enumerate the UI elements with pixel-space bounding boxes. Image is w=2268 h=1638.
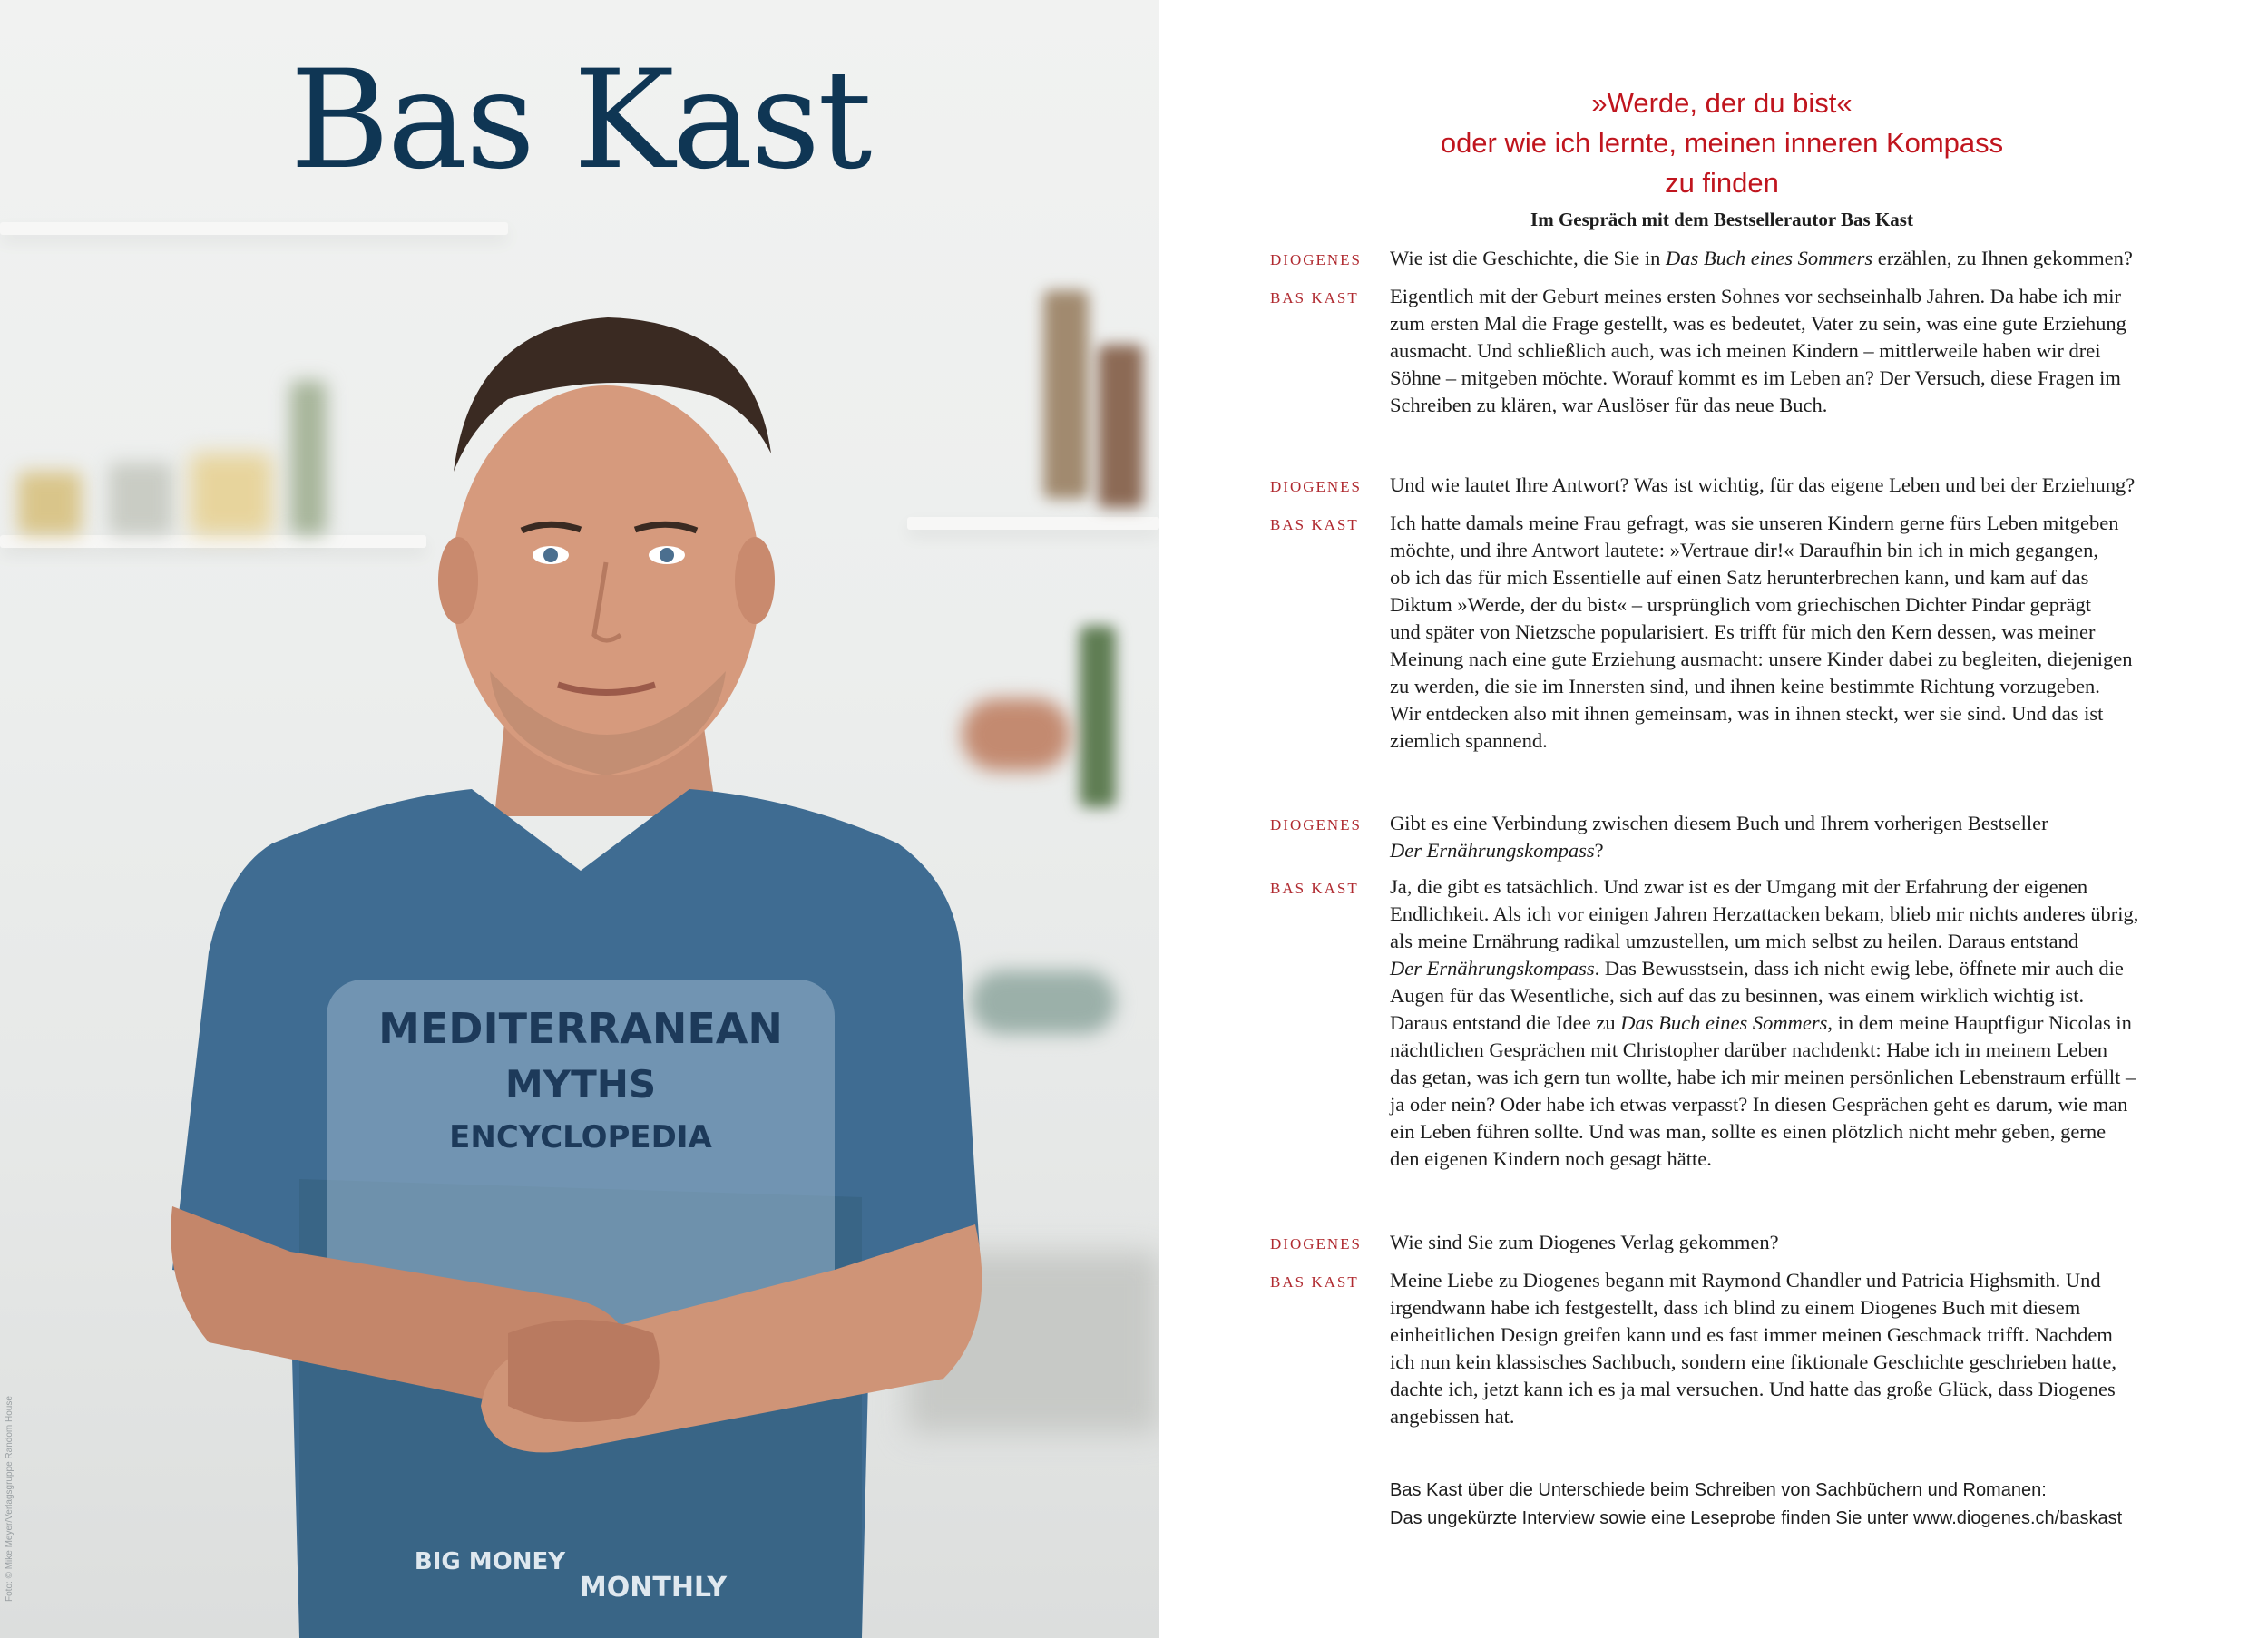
qa-block	[1270, 245, 2177, 419]
text-line	[1390, 1267, 2177, 1294]
answer	[1270, 510, 2177, 755]
text-run: einheitlichen Design greifen kann und es fast immer meinen Geschmack trifft. Nachdem	[1390, 1323, 2113, 1346]
iris	[543, 548, 558, 562]
text-run: ja oder nein? Oder habe ich etwas verpasst? In diesen Gesprächen geht es darum, wie man	[1390, 1093, 2128, 1116]
answer-text	[1390, 1267, 2177, 1430]
text-line	[1390, 564, 2177, 591]
speaker-label: BAS KAST	[1270, 516, 1359, 533]
speaker-label: BAS KAST	[1270, 289, 1359, 307]
speaker-label: BAS KAST	[1270, 1273, 1359, 1291]
question	[1270, 245, 2177, 274]
text-line	[1390, 700, 2177, 727]
heading-quote: »Werde, der du bist«	[1591, 87, 1853, 119]
text-run: nächtlichen Gesprächen mit Christopher darüber nachdenkt: Habe ich in meinem Leben	[1390, 1038, 2107, 1061]
heading-title: oder wie ich lernte, meinen inneren Kompass zu finden	[1440, 127, 2004, 199]
text-line	[1390, 1376, 2177, 1403]
text-run: ich nun kein klassisches Sachbuch, sondern eine fiktionale Geschichte geschrieben hatte,	[1390, 1350, 2116, 1373]
text-run: zum ersten Mal die Frage gestellt, was es bedeutet, Vater zu sein, was eine gute Erziehung	[1390, 312, 2126, 335]
text-line	[1390, 1009, 2177, 1037]
text-run: Ich hatte damals meine Frau gefragt, was sie unseren Kindern gerne fürs Leben mitgeben	[1390, 512, 2119, 534]
ear	[438, 537, 478, 624]
face	[452, 385, 760, 775]
question	[1270, 472, 2177, 501]
text-run: Meinung nach eine gute Erziehung ausmacht: unsere Kinder dabei zu begleiten, diejenigen	[1390, 648, 2133, 670]
text-line	[1390, 392, 2177, 419]
text-line	[1390, 901, 2177, 928]
text-run: möchte, und ihre Antwort lautete: »Vertraue dir!« Daraufhin bin ich in mich gegangen,	[1390, 539, 2099, 561]
text-line	[1390, 283, 2177, 310]
qa-block	[1270, 472, 2177, 755]
text-line	[1390, 537, 2177, 564]
text-run: angebissen hat.	[1390, 1405, 1515, 1428]
text-run: zu werden, die sie im Innersten sind, und ihnen keine bestimmte Richtung vorzugeben.	[1390, 675, 2100, 697]
text-run: irgendwann habe ich festgestellt, dass ich blind zu einem Diogenes Buch mit diesem	[1390, 1296, 2081, 1319]
closing-note	[1390, 1477, 2206, 1533]
speaker-label: DIOGENES	[1270, 816, 1362, 834]
text-line	[1390, 1064, 2177, 1091]
text-line	[1390, 510, 2177, 537]
question-text	[1390, 810, 2177, 864]
text-line	[1390, 646, 2177, 673]
qa-block	[1270, 810, 2177, 1173]
text-line	[1390, 955, 2177, 982]
shirt-text: BIG MONEY	[414, 1548, 566, 1575]
text-run: erzählen, zu Ihnen gekommen?	[1872, 247, 2133, 269]
author-name-title: Bas Kast	[289, 42, 870, 200]
text-run: dachte ich, jetzt kann ich es ja mal versuchen. Und hatte das große Glück, dass Diogenes	[1390, 1378, 2116, 1400]
text-run: das getan, was ich gern tun wollte, habe ich mir meinen persönlichen Lebenstraum erfüllt –	[1390, 1066, 2136, 1088]
text-line	[1390, 1118, 2177, 1146]
text-line	[1390, 837, 2177, 864]
interview-heading	[1159, 83, 2268, 231]
answer-text	[1390, 873, 2177, 1173]
answer	[1270, 283, 2177, 419]
speaker-label: DIOGENES	[1270, 251, 1362, 268]
book-title: Das Buch eines Sommers	[1666, 247, 1873, 269]
text-run: Eigentlich mit der Geburt meines ersten Sohnes vor sechseinhalb Jahren. Da habe ich mir	[1390, 285, 2122, 307]
text-run: den eigenen Kindern noch gesagt hätte.	[1390, 1147, 1712, 1170]
closing-line: Das ungekürzte Interview sowie eine Leseprobe finden Sie unter www.diogenes.ch/baskast	[1390, 1508, 2123, 1528]
text-run: Augen für das Wesentliche, sich auf das zu besinnen, was einem wirklich wichtig ist.	[1390, 984, 2085, 1007]
text-run: , in dem meine Hauptfigur Nicolas in	[1827, 1011, 2132, 1034]
text-run: Diktum »Werde, der du bist« – ursprünglich vom griechischen Dichter Pindar geprägt	[1390, 593, 2091, 616]
text-line	[1390, 1294, 2177, 1321]
text-line	[1390, 727, 2177, 755]
heading-subtitle: Im Gespräch mit dem Bestsellerautor Bas Kast	[1530, 209, 1913, 230]
speaker-label: DIOGENES	[1270, 478, 1362, 495]
answer-text	[1390, 510, 2177, 755]
text-line	[1390, 928, 2177, 955]
text-run: Meine Liebe zu Diogenes begann mit Raymond Chandler und Patricia Highsmith. Und	[1390, 1269, 2101, 1292]
qa-block	[1270, 1229, 2177, 1430]
text-run: als meine Ernährung radikal umzustellen, um mich selbst zu heilen. Daraus entstand	[1390, 930, 2079, 952]
text-line	[1390, 1091, 2177, 1118]
text-run: Endlichkeit. Als ich vor einigen Jahren Herzattacken bekam, blieb mir nichts anderes übrig,	[1390, 902, 2139, 925]
speaker-label: DIOGENES	[1270, 1235, 1362, 1253]
photo-credit: Foto: © Mike Meyer/Verlagsgruppe Random House	[5, 1396, 15, 1602]
text-line	[1390, 982, 2177, 1009]
answer	[1270, 1267, 2177, 1430]
text-line	[1390, 1037, 2177, 1064]
text-line	[1390, 591, 2177, 619]
question-text	[1390, 472, 2177, 499]
text-run: Söhne – mitgeben möchte. Worauf kommt es im Leben an? Der Versuch, diese Fragen im	[1390, 366, 2121, 389]
text-run: Wie sind Sie zum Diogenes Verlag gekommen?	[1390, 1231, 1779, 1253]
text-run: ausmacht. Und schließlich auch, was ich meinen Kindern – mittlerweile haben wir drei	[1390, 339, 2101, 362]
ear	[735, 537, 775, 624]
shirt-text: MYTHS	[504, 1062, 657, 1107]
shirt-text: ENCYCLOPEDIA	[449, 1119, 712, 1155]
text-line	[1390, 1349, 2177, 1376]
text-line	[1390, 673, 2177, 700]
text-run: Schreiben zu klären, war Auslöser für das neue Buch.	[1390, 394, 1828, 416]
question	[1270, 810, 2177, 864]
hands	[508, 1320, 660, 1422]
text-run: Wir entdecken also mit ihnen gemeinsam, was in ihnen steckt, wer sie sind. Und das ist	[1390, 702, 2104, 725]
book-title: Der Ernährungskompass	[1390, 957, 1595, 980]
text-run: . Das Bewusstsein, dass ich nicht ewig lebe, öffnete mir auch die	[1594, 957, 2124, 980]
text-line	[1390, 1403, 2177, 1430]
question	[1270, 1229, 2177, 1258]
text-run: Daraus entstand die Idee zu	[1390, 1011, 1621, 1034]
text-run: Ja, die gibt es tatsächlich. Und zwar ist es der Umgang mit der Erfahrung der eigenen	[1390, 875, 2088, 898]
question-text	[1390, 1229, 2177, 1256]
text-run: Gibt es eine Verbindung zwischen diesem Buch und Ihrem vorherigen Bestseller	[1390, 812, 2048, 834]
shirt-text: MONTHLY	[579, 1572, 728, 1604]
text-line	[1390, 1146, 2177, 1173]
text-run: ?	[1594, 839, 1604, 862]
answer	[1270, 873, 2177, 1173]
text-run: ziemlich spannend.	[1390, 729, 1548, 752]
text-line	[1390, 619, 2177, 646]
iris	[660, 548, 674, 562]
book-title: Das Buch eines Sommers	[1620, 1011, 1828, 1034]
text-run: und später von Nietzsche popularisiert. Es trifft für mich den Kern dessen, was meiner	[1390, 620, 2096, 643]
closing-line: Bas Kast über die Unterschiede beim Schreiben von Sachbüchern und Romanen:	[1390, 1480, 2047, 1500]
text-line	[1390, 310, 2177, 337]
interview-page	[1159, 0, 2268, 1638]
text-line	[1390, 810, 2177, 837]
text-run: ob ich das für mich Essentielle auf einen Satz herunterbrechen kann, und kam auf das	[1390, 566, 2089, 589]
question-text	[1390, 245, 2177, 272]
speaker-label: BAS KAST	[1270, 880, 1359, 897]
book-title: Der Ernährungskompass	[1390, 839, 1595, 862]
text-run: ein Leben führen sollte. Und was man, sollte es einen plötzlich nicht mehr geben, gerne	[1390, 1120, 2107, 1143]
text-line	[1390, 337, 2177, 365]
text-line	[1390, 873, 2177, 901]
shirt-text: MEDITERRANEAN	[378, 1004, 783, 1053]
text-line	[1390, 1321, 2177, 1349]
text-line	[1390, 365, 2177, 392]
answer-text	[1390, 283, 2177, 419]
text-run: Und wie lautet Ihre Antwort? Was ist wichtig, für das eigene Leben und bei der Erziehung?	[1390, 473, 2136, 496]
text-run: Wie ist die Geschichte, die Sie in	[1390, 247, 1667, 269]
